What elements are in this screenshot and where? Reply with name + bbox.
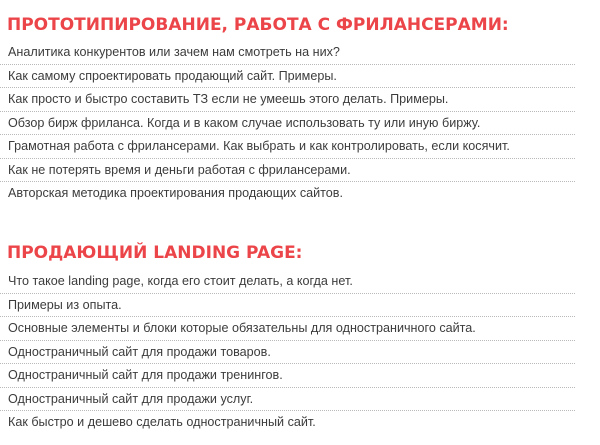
list-item: Как просто и быстро составить ТЗ если не умеешь этого делать. Примеры.	[0, 88, 575, 112]
list-item: Как не потерять время и деньги работая с фрилансерами.	[0, 159, 575, 183]
list-item: Примеры из опыта.	[0, 294, 575, 318]
list-item: Аналитика конкурентов или зачем нам смотреть на них?	[0, 41, 575, 65]
list-item: Что такое landing page, когда его стоит делать, а когда нет.	[0, 270, 575, 294]
landing-page-topic-list	[0, 270, 575, 435]
list-item: Одностраничный сайт для продажи товаров.	[0, 341, 575, 365]
list-item: Как быстро и дешево сделать одностраничный сайт.	[8, 415, 316, 429]
list-item: Как самому спроектировать продающий сайт. Примеры.	[0, 65, 575, 89]
section-title-prototyping: ПРОТОТИПИРОВАНИЕ, РАБОТА С ФРИЛАНСЕРАМИ:	[7, 15, 509, 35]
prototyping-topic-list	[0, 41, 575, 206]
list-item: Одностраничный сайт для продажи тренингов.	[0, 364, 575, 388]
list-item: Грамотная работа с фрилансерами. Как выбрать и как контролировать, если косячит.	[0, 135, 575, 159]
section-title-landing-page: ПРОДАЮЩИЙ LANDING PAGE:	[7, 243, 303, 263]
list-item: Одностраничный сайт для продажи услуг.	[0, 388, 575, 412]
list-item: Обзор бирж фриланса. Когда и в каком случае использовать ту или иную биржу.	[0, 112, 575, 136]
list-item: Основные элементы и блоки которые обязательны для одностраничного сайта.	[0, 317, 575, 341]
list-item: Авторская методика проектирования продающих сайтов.	[8, 186, 343, 200]
